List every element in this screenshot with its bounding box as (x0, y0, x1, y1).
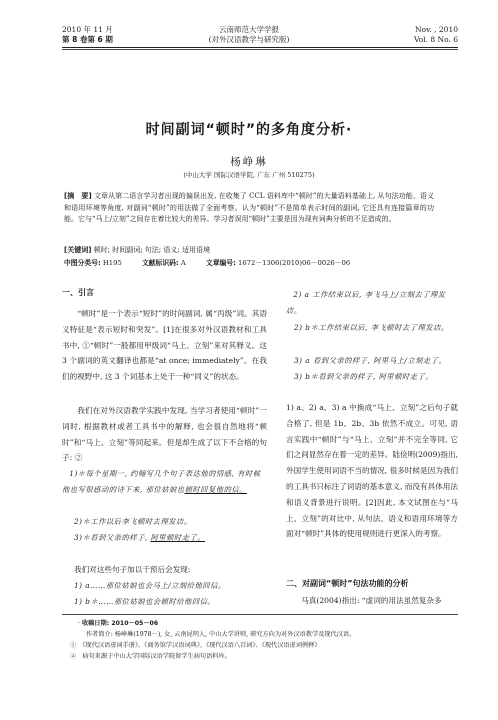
doccode-value: A (180, 259, 186, 267)
example-1-underlined: 顿时回复他的信。 (184, 484, 247, 494)
journal-date: 2010 年 11 月 (62, 25, 113, 34)
example-1 (62, 466, 267, 498)
author-affiliation: (中山大学 国际汉语学院, 广东 广州 510275) (183, 171, 315, 179)
example-1a: 1) a……那位姑娘也会马上/立刻给他回信。 (74, 581, 226, 590)
article-id-value: 1672－1306(2010)06－0026－06 (238, 259, 351, 267)
footnote-1: ① 《现代汉语虚词手册》、《商务馆学汉语词典》、《现代汉语八百词》、《现代汉语虚词例释》 (70, 642, 321, 649)
example-2b: 2) b＊工作结束以后, 李飞顿时去了理发店。 (294, 323, 449, 332)
header-rule (62, 47, 458, 48)
received-date: 收稿日期: 2010－05－06 (81, 620, 159, 627)
paragraph-intro-2: 我们在对外汉语教学实践中发现, 当学习者使用“顿时”一词时, 根据教材或者工具书中的解释, 也会很自然地将“顿时”和“马上、立刻”等同起来。但是却生成了以下不合格的句子: ② (62, 406, 267, 463)
clc-value: H195 (102, 259, 122, 267)
abstract-label: [摘 要] (64, 192, 92, 200)
clc-label: 中图分类号: (64, 259, 101, 267)
keywords (64, 245, 434, 257)
example-1-text: 1)＊每个星期一, 约翰写几个句子表达他的情感, 有时候他也写很感动的诗下来, 那位姑娘也 (62, 469, 261, 494)
example-3 (74, 530, 279, 546)
journal-volume-en: Vol. 8 No. 6 (413, 35, 458, 44)
doccode-label: 文献标识码: (141, 259, 179, 267)
journal-name: 云南师范大学学报 (219, 25, 279, 34)
example-3a: 3) a 看到父亲的样子, 阿里马上/立刻走了。 (294, 356, 447, 365)
example-2: 2)＊工作以后李飞顿时去理发店。 (74, 517, 192, 526)
section-heading-intro: 一、引言 (62, 288, 94, 297)
journal-volume: 第 8 卷第 6 期 (62, 35, 113, 44)
example-3-underlined: 阿里顿时走了。 (150, 533, 206, 542)
abstract-text: 文章从第二语言学习者出现的偏误出发, 在收集了 CCL 语料库中“顿时”的大量语料基础上, 从句法功能、语义和语用环境等角度, 对副词“顿时”的用法做了全面考察。认为“顿时”不是简单表示时间的副词, 它还具有连接篇章的功能。它与“马上/立刻”之间存在着比较大的差异。学习者误用“顿时”主要是因为现有词典分析的不足造成的。 (64, 192, 434, 224)
article-author: 杨峥琳 (230, 156, 268, 168)
abstract (64, 191, 434, 226)
classification-line (64, 258, 434, 269)
example-1b: 1) b＊……那位姑娘也会顿时给他回信。 (74, 597, 216, 606)
keywords-label: [关键词] (64, 246, 92, 254)
paragraph-syntax-start: 马真(2004)指出: “虚词的用法虽然复杂多 (301, 596, 442, 605)
keywords-text: 顿时; 时间副词; 句法; 语义; 适用语境 (93, 246, 210, 254)
bullet-icon: · (78, 620, 80, 627)
section-heading-syntax: 二、对副词“顿时”句法功能的分析 (286, 579, 409, 588)
journal-date-en: Nov. , 2010 (414, 25, 458, 34)
footnote-rule (62, 614, 458, 615)
paragraph-intro-3: 我们对这些句子加以干预后会发现: (74, 565, 191, 574)
example-3b: 3) b＊看到父亲的样子, 阿里顿时走了。 (294, 372, 434, 381)
footnote-2: ② 病句来源于中山大学国际汉语学院留学生病句语料库。 (70, 653, 231, 660)
example-3-text: 3)＊看到父亲的样子, (74, 533, 151, 542)
header-rule-thin (62, 49, 458, 50)
paragraph-intro-1: “顿时”是一个表示“短时”的时间副词, 属“丙级”词。其语义特征是“表示短时和突发”。[1]在很多对外汉语教材和工具书中, ①“顿时”一般都用甲级词“马上、立刻”来对其释义。这 3 个副词的英文翻译也都是“at once; immediately”。在我们的视野中, 这 3 个词基本上处于一种“同义”的状态。 (62, 309, 267, 382)
article-id-label: 文章编号: (205, 259, 236, 267)
example-2a: 2) a 工作结束以后, 李飞马上/立刻去了理发店。 (286, 290, 446, 315)
footnote-received (78, 619, 458, 630)
journal-edition: (对外汉语教学与研究版) (208, 35, 290, 44)
footnote-author-bio: 作者简介: 杨峥琳(1978－), 女, 云南昆明人, 中山大学讲师, 研究方向为对外汉语教学及现代汉语。 (86, 631, 356, 638)
paragraph-analysis: 1) a、2) a、3) a 中换成“马上、立刻”之后句子就合格了, 但是 1b、2b、3b 依然不成立。可见, 语言实践中“顿时”与“马上、立刻”并不完全等同, 它们之间显然存在着一定的差异。陆俭明(2009)指出, 外国学生使用词语不当的情况, 很多时候是因为我们的工具书只标注了词语的基本意义, 而没有具体用法和语义背景进行说明。[2]因此, 本文试图在与“马上、立刻”的对比中, 从句法、语义和语用环境等方面对“顿时”具体的使用规则进行更深入的考察。 (286, 403, 458, 539)
article-title: 时间副词“顿时”的多角度分析· (145, 122, 353, 138)
